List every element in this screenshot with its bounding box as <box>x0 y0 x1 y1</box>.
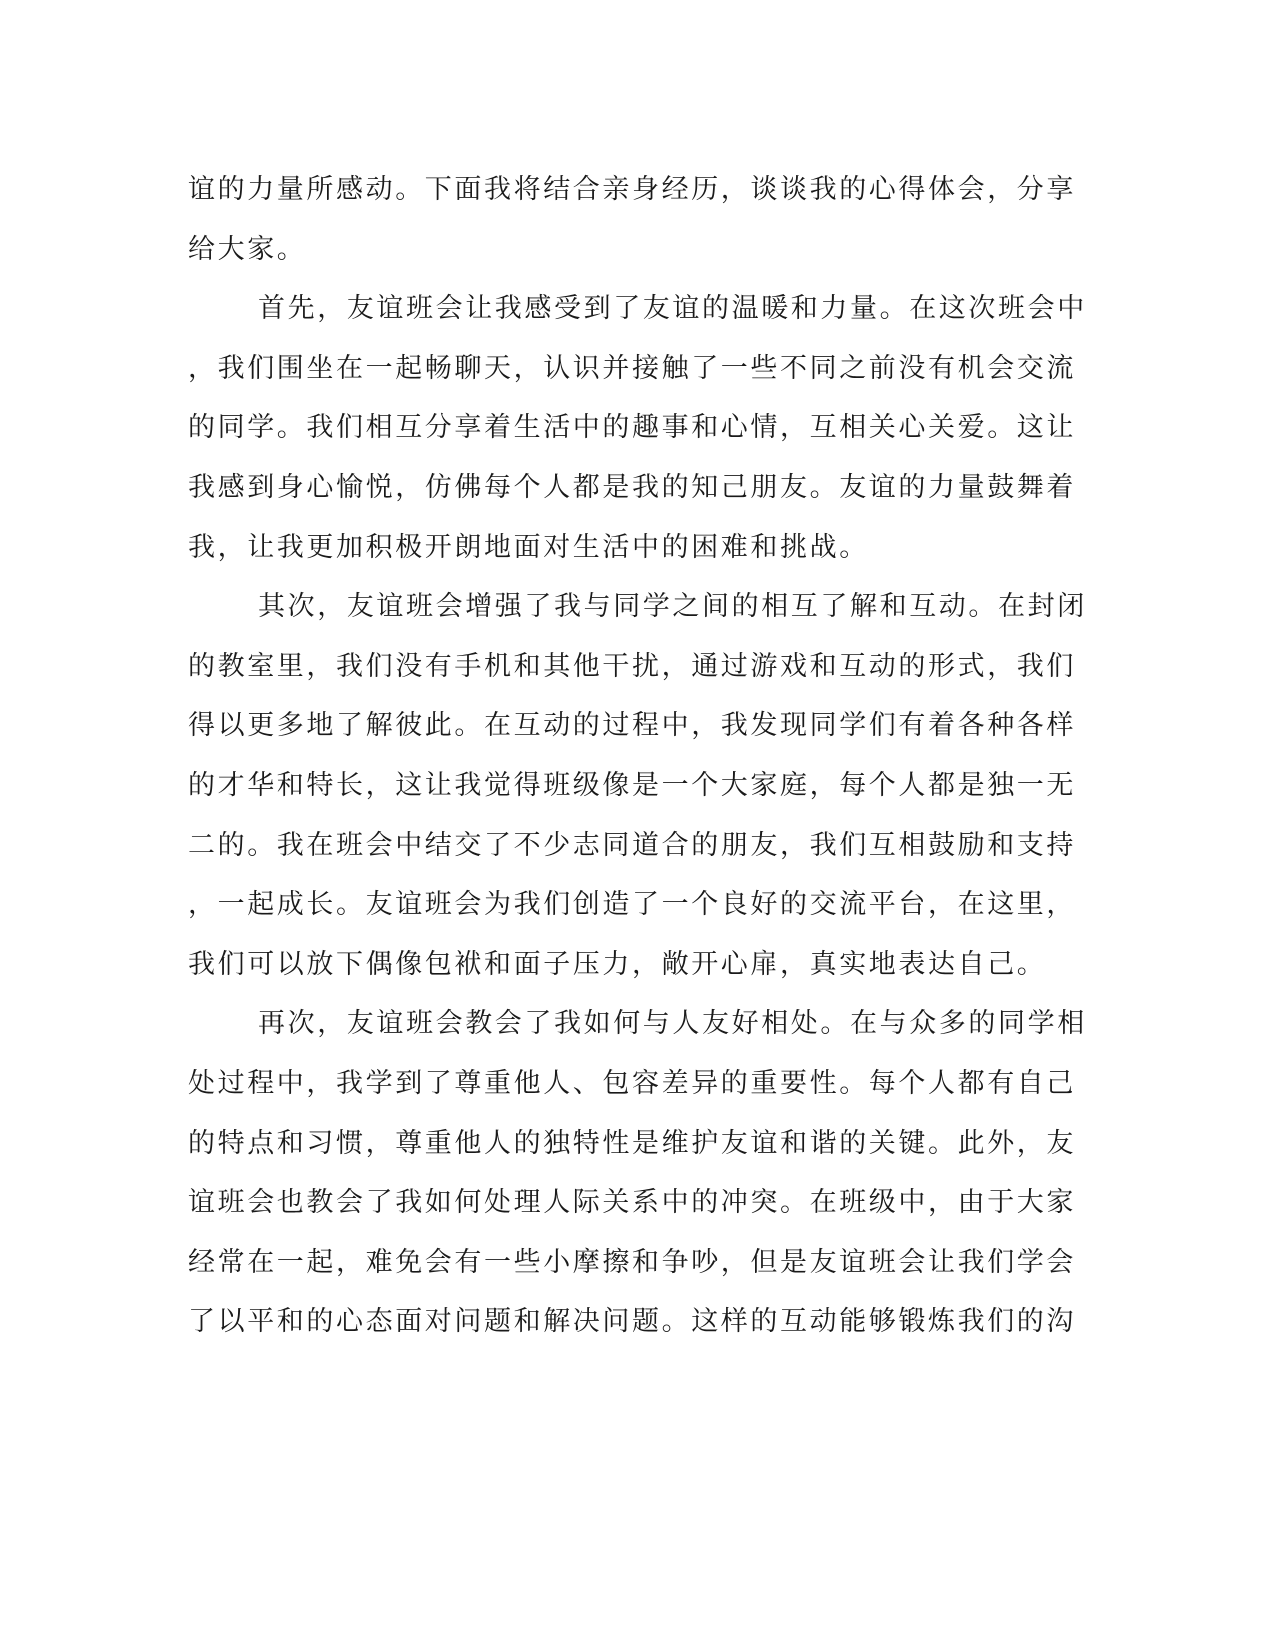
text-line: 我，让我更加积极开朗地面对生活中的困难和挑战。 <box>188 531 869 563</box>
text-line: 经常在一起，难免会有一些小摩擦和争吵，但是友谊班会让我们学会 <box>188 1246 1076 1278</box>
text-line: 我们可以放下偶像包袱和面子压力，敞开心扉，真实地表达自己。 <box>188 948 1047 980</box>
text-line: 得以更多地了解彼此。在互动的过程中，我发现同学们有着各种各样 <box>188 710 1076 742</box>
text-line: 我感到身心愉悦，仿佛每个人都是我的知己朋友。友谊的力量鼓舞着 <box>188 471 1076 503</box>
body-text <box>188 160 1088 1352</box>
text-line: 谊班会也教会了我如何处理人际关系中的冲突。在班级中，由于大家 <box>188 1187 1076 1219</box>
text-line: ，一起成长。友谊班会为我们创造了一个良好的交流平台，在这里， <box>188 889 1076 921</box>
text-line: ，我们围坐在一起畅聊天，认识并接触了一些不同之前没有机会交流 <box>188 352 1076 384</box>
text-line: 谊的力量所感动。下面我将结合亲身经历，谈谈我的心得体会，分享 <box>188 174 1076 205</box>
text-line: 的同学。我们相互分享着生活中的趣事和心情，互相关心关爱。这让 <box>188 412 1076 444</box>
paragraph-first-line: 再次，友谊班会教会了我如何与人友好相处。在与众多的同学相 <box>258 1008 1087 1040</box>
text-line: 二的。我在班会中结交了不少志同道合的朋友，我们互相鼓励和支持 <box>188 829 1076 861</box>
text-line: 的特点和习惯，尊重他人的独特性是维护友谊和谐的关键。此外，友 <box>188 1127 1076 1159</box>
text-line: 了以平和的心态面对问题和解决问题。这样的互动能够锻炼我们的沟 <box>188 1306 1076 1338</box>
text-line: 给大家。 <box>188 233 307 265</box>
text-line: 的才华和特长，这让我觉得班级像是一个大家庭，每个人都是独一无 <box>188 769 1076 801</box>
paragraph-first-line: 其次，友谊班会增强了我与同学之间的相互了解和互动。在封闭 <box>258 591 1087 623</box>
text-line: 的教室里，我们没有手机和其他干扰，通过游戏和互动的形式，我们 <box>188 650 1076 682</box>
paragraph-first-line: 首先，友谊班会让我感受到了友谊的温暖和力量。在这次班会中 <box>258 293 1087 325</box>
text-line: 处过程中，我学到了尊重他人、包容差异的重要性。每个人都有自己 <box>188 1067 1076 1099</box>
